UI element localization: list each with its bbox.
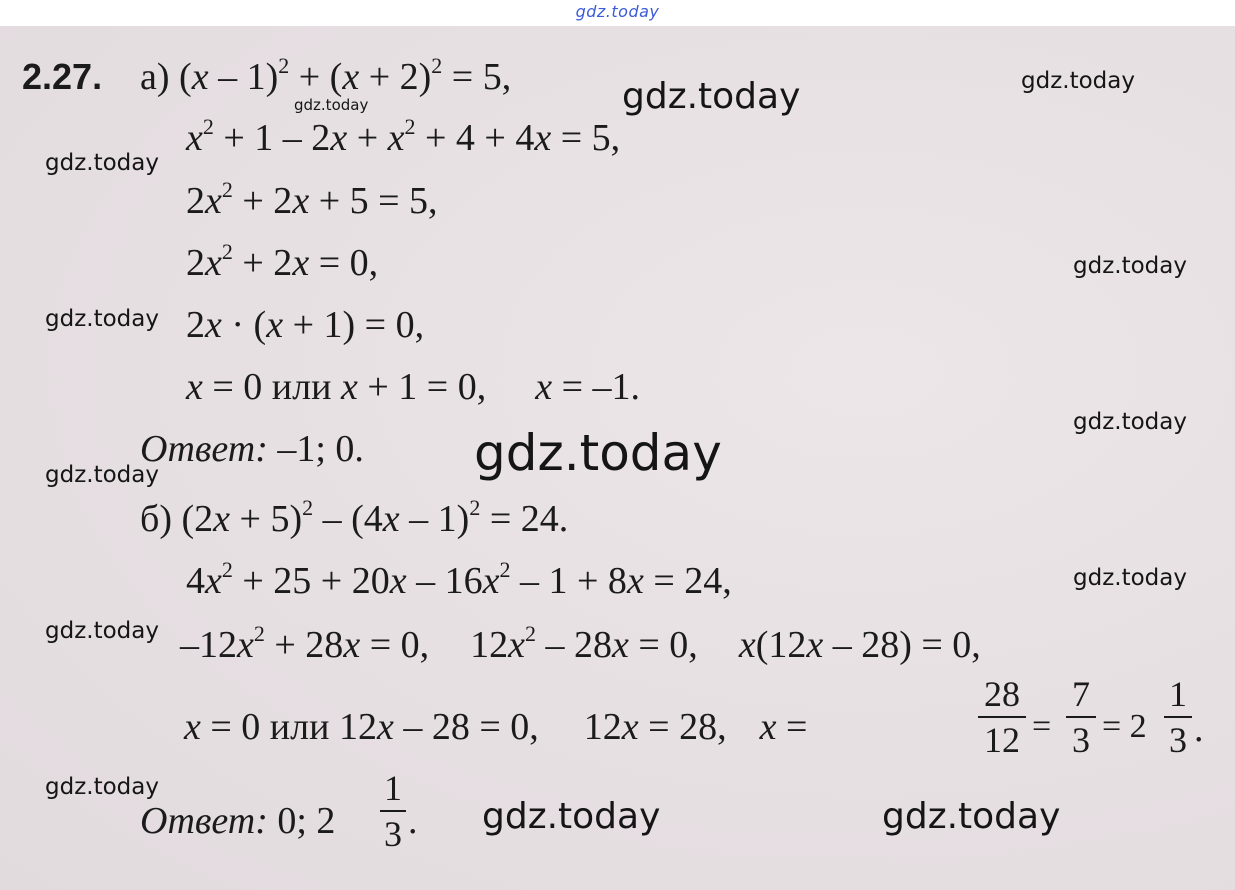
answer-end-period: .: [408, 800, 418, 842]
part-a-line-6: x = 0 или x + 1 = 0, x = –1.: [186, 366, 641, 408]
part-b-line-2: $4x^2 + 25 + 20x - 16x^2 - 1 + 8x = 24$,: [186, 557, 732, 602]
watermark: gdz.today: [45, 774, 159, 800]
watermark: gdz.today: [45, 618, 159, 644]
answer-label: Ответ:: [140, 428, 268, 470]
equals-two: = 2: [1102, 708, 1147, 745]
part-a-line-2: $x^2 + 1 - 2x + x^2 + 4 + 4x = 5$,: [186, 114, 621, 159]
watermark: gdz.today: [45, 462, 159, 488]
part-a-answer: [140, 430, 364, 468]
part-a-line-4: $2x^2 + 2x = 0$,: [186, 239, 379, 284]
part-a-line-5: 2x · (x + 1) = 0,: [186, 304, 425, 346]
watermark: gdz.today: [45, 150, 159, 176]
problem-number: 2.27.: [22, 56, 103, 97]
watermark: gdz.today: [1073, 409, 1187, 435]
part-b-line-1: б) $(2x + 5)^2 - (4x - 1)^2 = 24$.: [140, 495, 569, 540]
part-b-answer: [140, 802, 335, 840]
header-watermark: gdz.today: [575, 2, 660, 21]
watermark: gdz.today: [1073, 565, 1187, 591]
watermark: gdz.today: [482, 796, 661, 837]
watermark: gdz.today: [882, 796, 1061, 837]
textbook-page: [0, 26, 1235, 890]
equals-sign: =: [1032, 708, 1052, 745]
watermark: gdz.today: [622, 76, 801, 117]
watermark: gdz.today: [474, 424, 722, 482]
watermark: gdz.today: [1073, 253, 1187, 279]
line-end-period: .: [1194, 708, 1204, 750]
part-a-line-3: $2x^2 + 2x + 5 = 5$,: [186, 177, 438, 222]
answer-fraction-1-3: 1 3: [380, 770, 406, 852]
fraction-1-3: 1 3: [1164, 676, 1192, 758]
watermark: gdz.today: [294, 96, 369, 114]
answer-value: 0; 2: [277, 800, 336, 842]
part-b-line-4: x = 0 или 12x – 28 = 0, 12x = 28, x =: [184, 706, 808, 748]
answer-value: –1; 0.: [277, 428, 364, 470]
part-a-line-1: а) $(x - 1)^2 + (x + 2)^2 = 5$,: [140, 53, 512, 98]
part-b-line-3: $-12x^2 + 28x = 0$, $12x^2 - 28x = 0$, x(12x – 28) = 0,: [180, 621, 981, 666]
watermark: gdz.today: [1021, 68, 1135, 94]
fraction-28-12: 28 12: [978, 676, 1026, 758]
answer-label: Ответ:: [140, 800, 268, 842]
fraction-7-3: 7 3: [1066, 676, 1096, 758]
watermark: gdz.today: [45, 306, 159, 332]
